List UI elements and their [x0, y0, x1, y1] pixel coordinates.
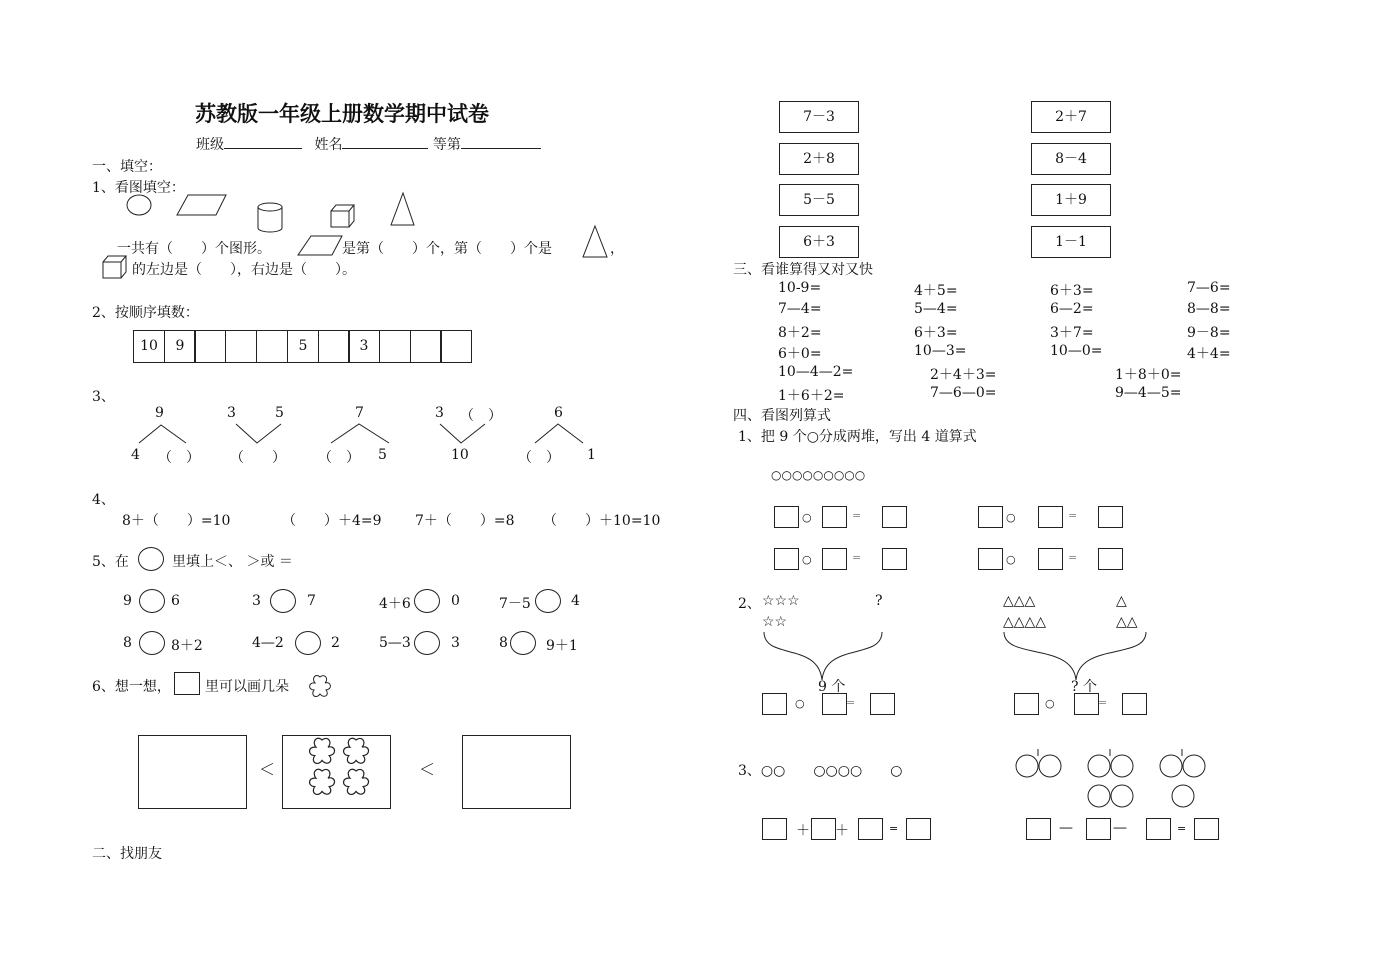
s4-q3-label: 3、○○ ○○○○ ○: [738, 763, 903, 779]
dots-row: ○○○○○○○○○: [771, 468, 866, 482]
calc-item: 9－8=: [1187, 325, 1231, 341]
calc-item: 6—2=: [1050, 301, 1094, 317]
answer-box[interactable]: [1026, 818, 1051, 840]
q5-circle-icon: [138, 547, 164, 571]
q1-line1-a: 一共有（ ）个图形。: [117, 241, 271, 257]
cmp-1-r: 6: [171, 593, 180, 609]
balloon-groups-icon: [0, 0, 1, 1]
empty-answer-box-left[interactable]: [138, 735, 247, 809]
eq-sign: =: [852, 551, 862, 564]
friend-left-4[interactable]: 6＋3: [779, 226, 859, 258]
friend-right-4[interactable]: 1－1: [1031, 226, 1111, 258]
eq-sign: =: [889, 822, 899, 835]
stars-qmark: ?: [875, 593, 883, 609]
answer-box[interactable]: [762, 693, 787, 715]
answer-box[interactable]: [1122, 693, 1147, 715]
sequence-cell[interactable]: [318, 330, 350, 363]
op-circle: ○: [802, 511, 812, 524]
tree-2-bottom: （ ）: [230, 450, 286, 466]
class-label-text: 班级: [196, 137, 224, 153]
cube-shape: [331, 205, 354, 227]
eq-sign: =: [1177, 822, 1187, 835]
answer-circle[interactable]: [139, 631, 165, 655]
calc-item: 6＋0=: [778, 346, 822, 362]
cmp-6-r: 2: [331, 635, 340, 651]
tree-1-br: （ ）: [158, 450, 200, 466]
calc-item: 8—8=: [1187, 301, 1231, 317]
answer-box[interactable]: [1074, 693, 1099, 715]
tree-1-bl: 4: [131, 447, 140, 463]
sequence-cell[interactable]: [194, 330, 226, 363]
answer-box[interactable]: [870, 693, 895, 715]
section2-heading: 二、找朋友: [92, 846, 162, 862]
q6-square-icon: [174, 672, 200, 695]
page-title: 苏教版一年级上册数学期中试卷: [195, 102, 489, 126]
calc-item: 9—4—5=: [1115, 385, 1182, 401]
cmp-5-l: 8: [123, 635, 132, 651]
op-circle: ○: [795, 697, 805, 710]
calc-item: 10—4—2=: [778, 364, 854, 380]
sequence-cell[interactable]: [256, 330, 288, 363]
minus-sign: —: [1059, 820, 1073, 836]
answer-box[interactable]: [978, 548, 1003, 570]
plus-sign: ＋: [796, 823, 810, 839]
less-than-2: ＜: [419, 760, 436, 779]
answer-circle[interactable]: [139, 589, 165, 613]
parallelogram-shape: [177, 195, 226, 215]
answer-circle[interactable]: [510, 631, 536, 655]
friend-right-2[interactable]: 8－4: [1031, 143, 1111, 175]
cmp-7-l: 5—3: [379, 635, 411, 651]
op-circle: ○: [1006, 511, 1016, 524]
section1-heading: 一、填空：: [92, 159, 162, 175]
cmp-7-r: 3: [451, 635, 460, 651]
q4-item-3: 7＋（ ）=8: [415, 513, 515, 529]
answer-box[interactable]: [822, 506, 847, 528]
answer-box[interactable]: [762, 818, 787, 840]
q1-line1-c: ，: [610, 241, 624, 257]
calc-item: 10-9=: [778, 280, 822, 296]
answer-circle[interactable]: [270, 589, 296, 613]
eq-sign: =: [1098, 696, 1108, 709]
answer-box[interactable]: [822, 548, 847, 570]
answer-box[interactable]: [774, 506, 799, 528]
friend-left-1[interactable]: 7－3: [779, 101, 859, 133]
q2-label: 2、按顺序填数：: [92, 305, 199, 321]
q4-item-2: （ ）＋4=9: [282, 513, 382, 529]
total-right: ? 个: [1071, 679, 1097, 695]
tree-5-bl: （ ）: [518, 450, 560, 466]
answer-box[interactable]: [906, 818, 931, 840]
sequence-cell: 5: [287, 330, 319, 363]
answer-box[interactable]: [882, 506, 907, 528]
cmp-6-l: 4—2: [252, 635, 284, 651]
answer-box[interactable]: [822, 693, 847, 715]
calc-item: 8＋2=: [778, 325, 822, 341]
calc-item: 4＋4=: [1187, 346, 1231, 362]
answer-box[interactable]: [1098, 506, 1123, 528]
calc-item: 6＋3=: [914, 325, 958, 341]
empty-answer-box-right[interactable]: [462, 735, 571, 809]
calc-item: 6＋3=: [1050, 283, 1094, 299]
answer-box[interactable]: [811, 818, 836, 840]
tri-row-1: △△△: [1003, 593, 1036, 609]
circle-shape: [127, 195, 151, 215]
tri-row-3: △: [1116, 593, 1127, 609]
answer-box[interactable]: [858, 818, 883, 840]
answer-box[interactable]: [1194, 818, 1219, 840]
cmp-2-r: 7: [307, 593, 316, 609]
cmp-2-l: 3: [252, 593, 261, 609]
tree-1-top: 9: [155, 405, 164, 421]
cmp-3-l: 4＋6: [379, 596, 411, 612]
sequence-cell[interactable]: [225, 330, 257, 363]
friend-left-2[interactable]: 2＋8: [779, 143, 859, 175]
cmp-3-r: 0: [451, 593, 460, 609]
calc-item: 7—6=: [1187, 280, 1231, 296]
cmp-8-r: 9＋1: [546, 638, 578, 654]
calc-item: 5—4=: [914, 301, 958, 317]
q1-label: 1、看图填空：: [92, 180, 185, 196]
eq-sign: =: [852, 509, 862, 522]
op-circle: ○: [1045, 697, 1055, 710]
answer-box[interactable]: [1146, 818, 1171, 840]
eq-sign: =: [1068, 551, 1078, 564]
tree-4-top-r: （ ）: [460, 408, 502, 424]
q4-item-4: （ ）＋10=10: [543, 513, 661, 529]
q4-label: 4、: [92, 492, 115, 508]
calc-item: 10—3=: [914, 343, 967, 359]
q5-label-b: 里填上＜、 ＞或 ＝: [172, 554, 293, 570]
answer-box[interactable]: [1014, 693, 1039, 715]
sequence-cell: 10: [133, 330, 165, 363]
eq-sign: =: [1068, 509, 1078, 522]
op-circle: ○: [1006, 553, 1016, 566]
q6-label-b: 里可以画几朵: [205, 679, 289, 695]
cone-shape: [391, 193, 414, 225]
op-circle: ○: [802, 553, 812, 566]
calc-item: 7—4=: [778, 301, 822, 317]
tree-3-br: 5: [378, 447, 387, 463]
answer-circle[interactable]: [414, 631, 440, 655]
sequence-cell: 9: [164, 330, 196, 363]
calc-item: 1＋8＋0=: [1115, 367, 1182, 383]
calc-item: 4＋5=: [914, 283, 958, 299]
answer-box[interactable]: [1038, 506, 1063, 528]
sequence-cell[interactable]: [440, 330, 472, 363]
sequence-cell: 3: [348, 330, 380, 363]
tri-row-4: △△: [1116, 614, 1138, 630]
tree-2-top-r: 5: [275, 405, 284, 421]
calc-item: 7—6—0=: [930, 385, 997, 401]
q5-label-a: 5、在: [92, 554, 129, 570]
section3-heading: 三、看谁算得又对又快: [733, 262, 873, 278]
cmp-1-l: 9: [123, 593, 132, 609]
tree-5-br: 1: [587, 447, 596, 463]
cmp-8-l: 8: [499, 635, 508, 651]
tree-3-top: 7: [355, 405, 364, 421]
plus-sign: ＋: [835, 823, 849, 839]
tree-5-top: 6: [554, 405, 563, 421]
eq-sign: =: [846, 696, 856, 709]
cmp-4-l: 7－5: [499, 596, 531, 612]
sequence-cell[interactable]: [410, 330, 442, 363]
calc-item: 2＋4＋3=: [930, 367, 997, 383]
stars-row-2: ☆☆: [762, 614, 788, 630]
q4-item-1: 8＋（ ）=10: [122, 513, 231, 529]
cmp-5-r: 8＋2: [171, 638, 203, 654]
answer-circle[interactable]: [535, 589, 561, 613]
answer-box[interactable]: [1098, 548, 1123, 570]
flowers-box: [282, 735, 391, 809]
answer-box[interactable]: [1038, 548, 1063, 570]
tree-2-top-l: 3: [227, 405, 236, 421]
calc-item: 1＋6＋2=: [778, 388, 845, 404]
section4-heading: 四、看图列算式: [733, 408, 831, 424]
name-label-text: 姓名: [314, 137, 343, 153]
friend-left-3[interactable]: 5－5: [779, 184, 859, 216]
answer-circle[interactable]: [295, 631, 321, 655]
tree-3-bl: （ ）: [318, 450, 360, 466]
less-than-1: ＜: [259, 760, 276, 779]
q6-label-a: 6、想一想，: [92, 679, 171, 695]
answer-circle[interactable]: [414, 589, 440, 613]
tree-4-top-l: 3: [435, 405, 444, 421]
stars-row-1: ☆☆☆: [762, 593, 800, 609]
answer-box[interactable]: [1086, 818, 1111, 840]
sequence-cell[interactable]: [379, 330, 411, 363]
answer-box[interactable]: [774, 548, 799, 570]
calc-item: 3＋7=: [1050, 325, 1094, 341]
q3-label: 3、: [92, 389, 115, 405]
friend-right-1[interactable]: 2＋7: [1031, 101, 1111, 133]
q1-line1-b: 是第（ ）个，第（ ）个是: [342, 241, 552, 257]
friend-right-3[interactable]: 1＋9: [1031, 184, 1111, 216]
cmp-4-r: 4: [571, 593, 580, 609]
minus-sign: —: [1113, 820, 1127, 836]
class-label: [196, 134, 541, 154]
total-left: 9 个: [818, 679, 846, 695]
tri-row-2: △△△△: [1003, 614, 1047, 630]
s4-q1-label: 1、把 9 个○分成两堆，写出 4 道算式: [738, 429, 977, 445]
s4-q2-label: 2、: [738, 596, 761, 612]
grade-label-text: 等第: [432, 137, 461, 153]
cylinder-shape: [258, 203, 282, 232]
q1-line2: 的左边是（ ），右边是（ ）。: [132, 262, 356, 278]
answer-box[interactable]: [882, 548, 907, 570]
calc-item: 10—0=: [1050, 343, 1103, 359]
answer-box[interactable]: [978, 506, 1003, 528]
tree-4-bottom: 10: [451, 447, 469, 463]
